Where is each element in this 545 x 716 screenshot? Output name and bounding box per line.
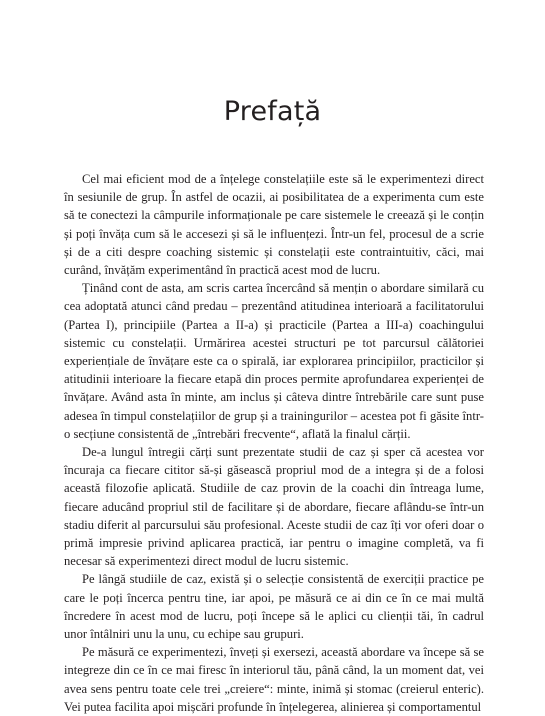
preface-body	[64, 170, 484, 716]
paragraph-2: Ținând cont de asta, am scris cartea încercând să mențin o abordare similară cu cea adoptată atunci când predau – prezentând atitudinea interioară a facilitatorului (Partea I), principiile (Partea a II-a) și practicile (Partea a III-a) coachingului sistemic cu constelații. Urmărirea acestei structuri pe tot parcursul călătoriei experiențiale de învățare este ca o spirală, iar explorarea principiilor, practicilor și atitudinii interioare la fiecare etapă din proces permite aprofundarea experienței de învățare. Având asta în minte, am inclus și câteva dintre întrebările care sunt puse adesea în timpul constelațiilor de grup și a trainingurilor – acestea pot fi găsite într-o secțiune consistentă de „întrebări frecvente“, aflată la finalul cărții.	[64, 281, 484, 441]
paragraph-4: Pe lângă studiile de caz, există și o selecție consistentă de exerciții practice pe care le poți încerca pentru tine, iar apoi, pe măsură ce ai din ce în ce mai multă încredere în acest mod de lucru, poți începe să le aplici cu clienții tăi, în cadrul unor întâlniri unu la unu, cu echipe sau grupuri.	[64, 572, 484, 642]
paragraph-5: Pe măsură ce experimentezi, înveți și exersezi, această abordare va începe să se integreze din ce în ce mai firesc în interiorul tău, până când, la un moment dat, vei avea sens pentru toate cele trei „creiere“: minte, inimă și stomac (creierul enteric). Vei putea facilita apoi mișcări profunde în înțelegerea, alinierea și comportamentul	[64, 645, 484, 714]
chapter-title: Prefață	[223, 96, 322, 127]
paragraph-3: De-a lungul întregii cărți sunt prezentate studii de caz și sper că acestea vor încuraja ca fiecare cititor să-și găsească propriul mod de a integra și de a folosi această filozofie aplicată. Studiile de caz provin de la coachi din întreaga lume, fiecare aducând propriul stil de facilitare și de abordare, fiecare aflându-se într-un stadiu diferit al parcursului său profesional. Aceste studii de caz îți vor oferi doar o primă impresie privind aplicarea practică, iar pentru o imagine completă, va fi necesar să experimentezi direct modul de lucru sistemic.	[64, 445, 484, 569]
paragraph-1: Cel mai eficient mod de a înțelege constelațiile este să le experimentezi direct în sesiunile de grup. În astfel de ocazii, ai posibilitatea de a experimenta cum este să te conectezi la câmpurile informaționale pe care sistemele le creează și le conțin și poți învăța cum să le accesezi și să le influențezi. Într-un fel, procesul de a scrie și de a citi despre coaching sistemic și constelații este contraintuitiv, căci, mai curând, învățăm experimentând în practică acest mod de lucru.	[64, 172, 484, 278]
